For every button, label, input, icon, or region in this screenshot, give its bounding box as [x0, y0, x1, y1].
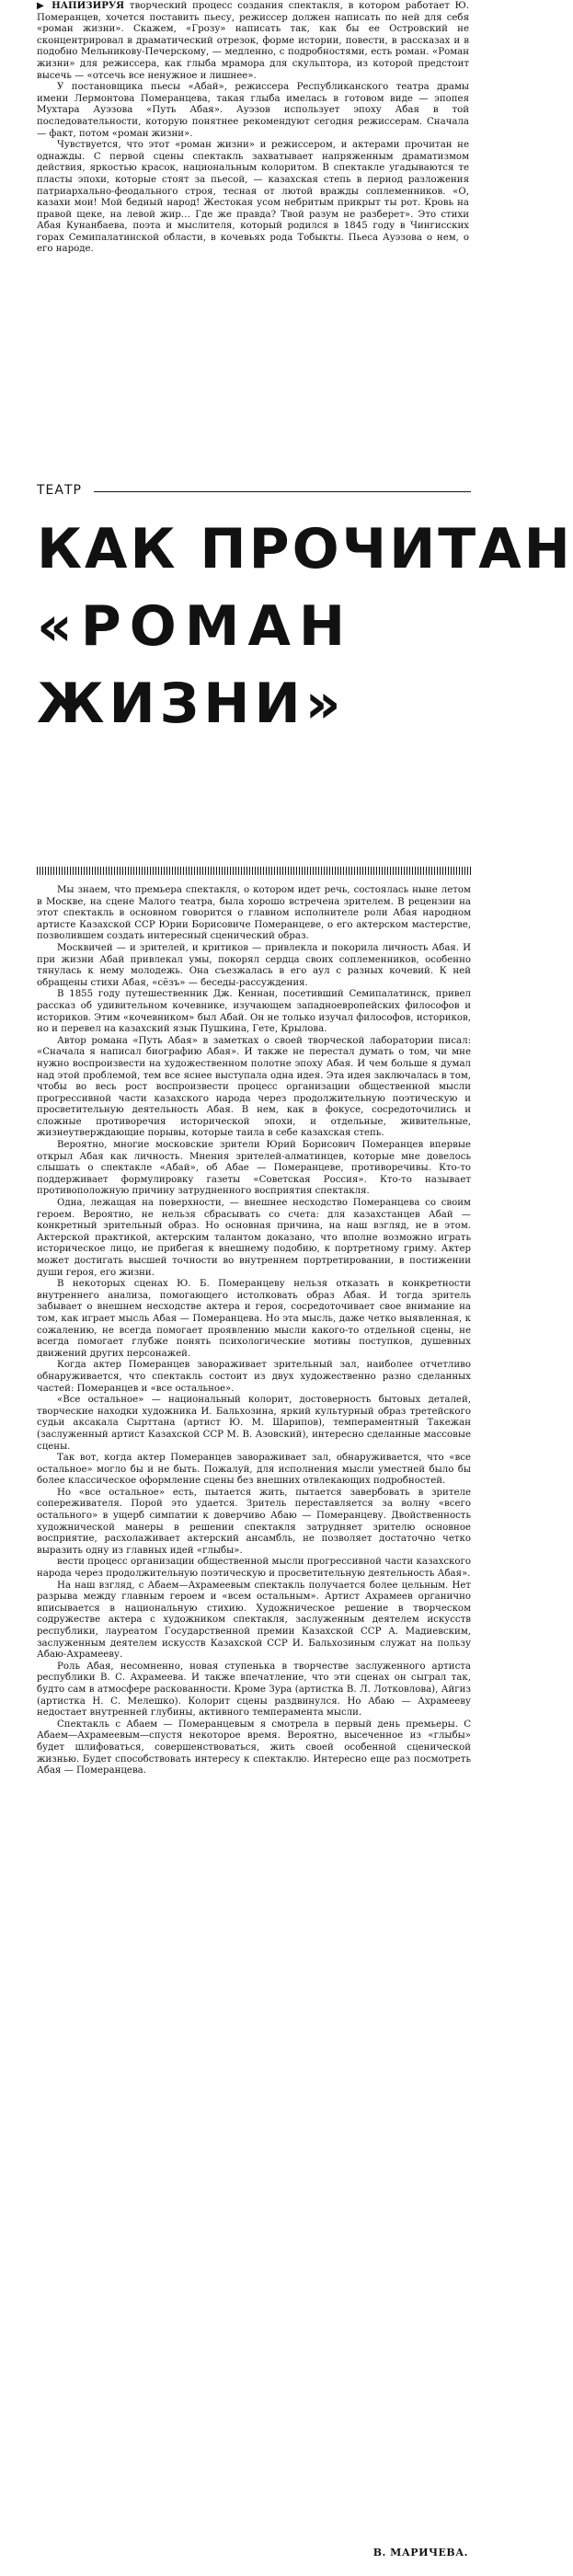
headline-line-2: «РОМАН — [37, 594, 354, 659]
article-headline — [37, 511, 573, 742]
article-paragraph: Спектакль с Абаем — Померанцевым я смотрела в первый день премьеры. С Абаем—Ахрамеевым—спустя некоторое время. Вероятно, высеченное из «глыбы» будет шлифоваться, совершенствоваться, жить своей особенной сценической жизнью. Будет способствовать интересу к спектаклю. Интересно еще раз посмотреть Абая — Померанцева. — [37, 1719, 471, 1777]
intro-text: творческий процесс создания спектакля, в котором работает Ю. Померанцев, хочется поставить пьесу, режиссер должен написать по ней для себя «роман жизни». Скажем, «Грозу» написать так, как бы ее Островский не сконцентрировал в драматический отрезок, форме истории, повести, в рассказах и в подобно Мельникову-Печерскому, — медленно, с подробностями, есть роман. «Роман жизни» для режиссера, как глыба мрамора для скульптора, из которой предстоит высечь — «отсечь все ненужное и лишнее». — [37, 1, 470, 81]
article-paragraph: Вероятно, многие московские зрители Юрий Борисович Померанцев впервые открыл Абая как личность. Мнения зрителей-алматинцев, которые мне довелось слышать о спектакле «Абай», об Абае — Померанцеве, противоречивы. Кто-то поддерживает формулировку газеты «Советская Россия». Кто-то называет противоположную причину затрудненного восприятия спектакля. — [37, 1140, 471, 1197]
headline-line-1: КАК ПРОЧИТАН — [37, 517, 573, 581]
article-paragraph: На наш взгляд, с Абаем—Ахрамеевым спектакль получается более цельным. Нет разрыва между главным героем и «всем остальным». Артист Ахрамеев органично вписывается в национальную стихию. Художническое решение в творческом содружестве актера с художником спектакля, заслуженным деятелем искусств республики, лауреатом Государственной премии Казахской ССР А. Мадиевским, заслуженным деятелем искусств Казахской ССР И. Бальхозиным служат на пользу Абаю-Ахрамееву. — [37, 1580, 471, 1661]
article-body — [37, 885, 471, 1777]
article-paragraph: Автор романа «Путь Абая» в заметках о своей творческой лаборатории писал: «Сначала я написал биографию Абая». И также не перестал думать о том, чи мне нужно воспроизвести на художественном полотне эпоху Абая. И чем больше я думал над этой проблемой, тем все яснее выступала одна идея. Эта идея заключалась в том, чтобы во весь рост воспроизвести процесс организации общественной мысли прогрессивной части казахского народа через продолжительную поэтическую и просветительную деятельность Абая. В нем, как в фокусе, сосредоточились и сложные противоречия исторической эпохи, и отдельные, живительные, жизнеутверждающие порывы, которые таила в себе казахская степь. — [37, 1035, 471, 1139]
previous-article-continuation — [37, 0, 469, 256]
article-paragraph: Мы знаем, что премьера спектакля, о котором идет речь, состоялась ныне летом в Москве, на сцене Малого театра, была хорошо встречена зрителем. В рецензии на этот спектакль в основном говорится о главном исполнителе роли Абая народном артисте Казахской ССР Юрии Борисовиче Померанцеве, о его актерском мастерстве, позволившем создать интересный сценический образ. — [37, 885, 471, 942]
article-paragraph: Когда актер Померанцев завораживает зрительный зал, наиболее отчетливо обнаруживается, что спектакль состоит из двух художественно разно сделанных частей: Померанцев и «все остальное». — [37, 1360, 471, 1394]
intro-lead-word: НАПИЗИРУЯ — [52, 0, 125, 11]
article-paragraph: «Все остальное» — национальный колорит, достоверность бытовых деталей, творческие находки художника И. Бальхозина, яркий культурный образ третейского судьи аксакала Сырттана (артист Ю. М. Шарипов), темпераментный Такежан (заслуженный артист Казахской ССР М. В. Азовский), интересно сделанные массовые сцены. — [37, 1395, 471, 1452]
article-paragraph: Роль Абая, несомненно, новая ступенька в творчестве заслуженного артиста республики В. С. Ахрамеева. И также впечатление, что эти сценах он сыграл так, будто сам в атмосфере раскованности. Кроме Зура (артистка В. Л. Лотковлова), Айгиз (артистка Н. С. Мелешко). Колорит сцены раздвинулся. Но Абаю — Ахрамееву недостает внутренней глубины, активного темперамента мысли. — [37, 1661, 471, 1719]
intro-paragraph — [37, 0, 469, 82]
article-paragraph: вести процесс организации общественной мысли прогрессивной части казахского народа через продолжительную поэтическую и просветительную деятельность Абая». — [37, 1557, 471, 1580]
hatched-divider — [37, 867, 471, 875]
top-paragraph: У постановщика пьесы «Абай», режиссера Республиканского театра драмы имени Лермонтова Померанцева, такая глыба имелась в готовом виде — эпопея Мухтара Ауэзова «Путь Абая». Ауэзов использует эпоху Абая в той последовательности, которую понятнее рекомендуют сегодня режиссерам. Сначала — факт, потом «роман жизни». — [37, 82, 469, 139]
section-rule-line — [94, 491, 471, 492]
article-paragraph: Одна, лежащая на поверхности, — внешнее несходство Померанцева со своим героем. Вероятно, не нельзя сбрасывать со счета: для казахстанцев Абай — конкретный зрительный образ. Но основная причина, на наш взгляд, не в этом. Актерской практикой, актерским талантом доказано, что вполне возможно играть историческое лицо, не прибегая к внешнему подобию, к портретному гриму. Актер может достигать высшей точности во внутреннем портретировании, в постижении души героя, его жизни. — [37, 1198, 471, 1278]
headline-line-3: ЖИЗНИ» — [37, 672, 346, 736]
article-paragraph: Но «все остальное» есть, пытается жить, пытается завербовать в зрителе сопереживателя. Порой это удается. Зритель переставляется за волну «всего остального» в ущерб симпатии к доверчиво Абаю — Померанцеву. Двойственность художнической манеры в решении спектакля затрудняет зрителю основное восприятие, расхолаживает актерский ансамбль, не позволяет достаточно четко выразить одну из главных идей «глыбы». — [37, 1487, 471, 1556]
article-paragraph: В 1855 году путешественник Дж. Кеннан, посетивший Семипалатинск, привел рассказ об удивительном кочевнике, изучающем западноевропейских философов и историков. Этим «кочевником» был Абай. Он не только изучал философов, историков, но и перевел на казахский язык Пушкина, Гете, Крылова. — [37, 989, 471, 1035]
article-paragraph: Москвичей — и зрителей, и критиков — привлекла и покорила личность Абая. И при жизни Абай привлекал умы, покорял сердца своих соплеменников, особенно тянулась к нему молодежь. Она съезжалась в его аул с разных кочевий. К ней обращены стихи Абая, «сёзъ» — беседы-рассуждения. — [37, 942, 471, 988]
section-header — [37, 481, 471, 509]
pointer-arrow-icon: ▶ — [37, 0, 47, 11]
author-signature: В. МАРИЧЕВА. — [372, 2547, 468, 2559]
top-paragraph: Чувствуется, что этот «роман жизни» и режиссером, и актерами прочитан не однажды. С первой сцены спектакль захватывает напряженным драматизмом действия, яркостью красок, национальным колоритом. В спектакле угадываются те пласты эпохи, которые стоят за пьесой, — казахская степь в период разложения патриархально-феодального строя, тесная от лютой вражды соплеменников. «О, казахи мои! Мой бедный народ! Жестокая усом небритым прикрыт ты рот. Кровь на правой щеке, на левой жир… Где же правда? Твой разум не разберет». Это стихи Абая Кунанбаева, поэта и мыслителя, который родился в 1845 году в Чингисских горах Семипалатинской области, в кочевьях рода Тобыкты. Пьеса Ауэзова о нем, о его народе. — [37, 140, 469, 255]
article-paragraph: Так вот, когда актер Померанцев завораживает зал, обнаруживается, что «все остальное» могло бы и не быть. Пожалуй, для исполнения мысли уместней было бы более классическое оформление сцены без внешних отвлекающих подробностей. — [37, 1453, 471, 1487]
section-rubric: ТЕАТР — [37, 483, 82, 498]
article-paragraph: В некоторых сценах Ю. Б. Померанцеву нельзя отказать в конкретности внутреннего анализа, помогающего истолковать образ Абая. И тогда зритель забывает о внешнем несходстве актера и героя, сосредоточивает свое внимание на том, как играет мысль Абая — Померанцева. Но эта мысль, даже четко выявленная, к сожалению, не всегда помогает проявлению мысли какого-то отдельной сцены, не всегда помогает глубже понять психологические мотивы поступков, душевных движений других персонажей. — [37, 1279, 471, 1359]
